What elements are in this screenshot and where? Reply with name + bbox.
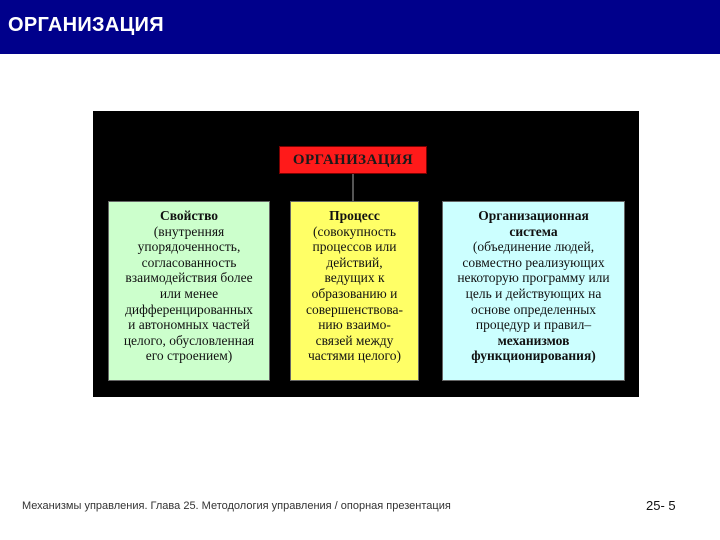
footer-caption: Механизмы управления. Глава 25. Методология управления / опорная презентация bbox=[22, 500, 451, 512]
column-text-line: механизмов bbox=[497, 332, 570, 348]
column-text-line: совершенствова- bbox=[306, 301, 403, 317]
column-text-line: взаимодействия более bbox=[125, 270, 253, 286]
column-text-line: процедур и правил– bbox=[475, 317, 592, 333]
column-heading: Организационная bbox=[478, 208, 589, 223]
title-bar bbox=[0, 0, 720, 54]
column-heading: Свойство bbox=[159, 208, 219, 223]
column-text-line: совместно реализующих bbox=[462, 254, 605, 270]
column-heading: Процесс bbox=[329, 208, 380, 223]
column-text-line: некоторую программу или bbox=[457, 270, 610, 286]
column-text-line: процессов или bbox=[312, 239, 397, 255]
column-text-line: (внутренняя bbox=[153, 223, 225, 239]
column-text-line: согласованность bbox=[141, 254, 237, 270]
diagram-root-box: ОРГАНИЗАЦИЯ bbox=[279, 146, 427, 174]
column-text-line: его строением) bbox=[145, 348, 233, 364]
organization-diagram bbox=[93, 111, 639, 397]
column-text-line: (объединение людей, bbox=[472, 239, 595, 255]
column-text-line: целого, обусловленная bbox=[123, 332, 255, 348]
connector-line bbox=[352, 174, 354, 201]
column-text-line: функционирования) bbox=[471, 348, 596, 364]
column-text-line: связей между bbox=[315, 332, 394, 348]
slide-title: ОРГАНИЗАЦИЯ bbox=[8, 14, 164, 36]
column-text-line: частями целого) bbox=[308, 348, 401, 364]
column-organizational-system bbox=[442, 201, 625, 381]
column-text-line: цель и действующих на bbox=[465, 285, 602, 301]
column-property bbox=[108, 201, 270, 381]
column-text-line: дифференцированных bbox=[125, 301, 253, 317]
column-text-line: основе определенных bbox=[470, 301, 597, 317]
column-text-line: или менее bbox=[159, 285, 219, 301]
column-heading: система bbox=[509, 223, 558, 239]
column-text-line: упорядоченность, bbox=[137, 239, 241, 255]
column-text-line: ведущих к bbox=[324, 270, 385, 286]
column-text-line: и автономных частей bbox=[128, 317, 250, 333]
page-number: 25- 5 bbox=[646, 498, 676, 513]
column-text-line: нию взаимо- bbox=[318, 317, 391, 333]
column-process bbox=[290, 201, 419, 381]
column-text-line: образованию и bbox=[311, 285, 398, 301]
column-text-line: (совокупность bbox=[313, 223, 396, 239]
column-text-line: действий, bbox=[326, 254, 383, 270]
